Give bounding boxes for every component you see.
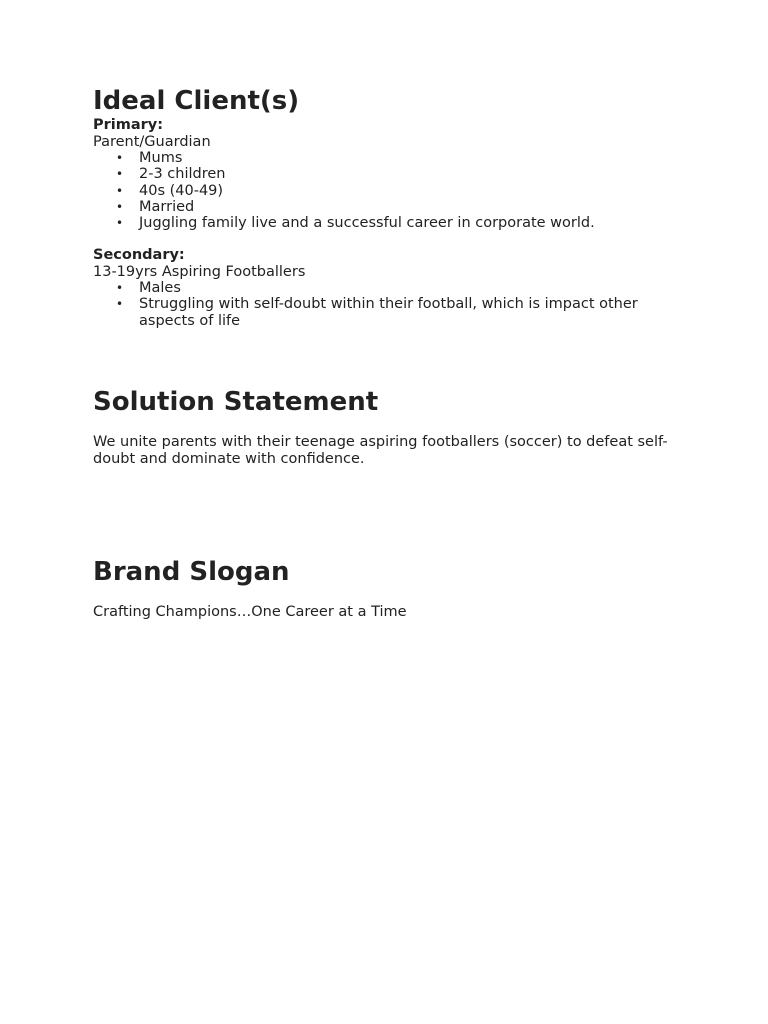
slogan-text: Crafting Champions…One Career at a Time bbox=[93, 604, 407, 620]
slogan-heading: Brand Slogan bbox=[93, 557, 290, 587]
solution-heading: Solution Statement bbox=[93, 387, 379, 417]
primary-list bbox=[93, 150, 595, 231]
list-item: • Struggling with self-doubt within their football, which is impact other aspects of life bbox=[116, 296, 638, 329]
list-item: • Males bbox=[116, 280, 181, 296]
list-item: • Married bbox=[116, 198, 195, 215]
primary-subtitle: Parent/Guardian bbox=[93, 134, 211, 150]
list-item: • 2-3 children bbox=[116, 166, 226, 183]
bullet-icon: • bbox=[116, 183, 124, 198]
secondary-label: Secondary: bbox=[93, 247, 185, 263]
secondary-subtitle: 13-19yrs Aspiring Footballers bbox=[93, 264, 306, 280]
solution-text: We unite parents with their teenage aspiring footballers (soccer) to defeat self-doubt and dominate with confidence. bbox=[93, 434, 668, 467]
list-item: • Juggling family live and a successful career in corporate world. bbox=[116, 215, 595, 232]
ideal-client-heading: Ideal Client(s) bbox=[93, 86, 300, 116]
bullet-icon: • bbox=[116, 199, 124, 214]
bullet-icon: • bbox=[116, 167, 124, 182]
primary-label: Primary: bbox=[93, 117, 164, 133]
secondary-list bbox=[93, 280, 668, 329]
bullet-icon: • bbox=[116, 151, 124, 165]
document-page bbox=[93, 0, 693, 1024]
bullet-icon: • bbox=[116, 281, 124, 295]
list-item: • Mums bbox=[116, 150, 183, 166]
bullet-icon: • bbox=[116, 216, 124, 231]
bullet-icon: • bbox=[116, 297, 124, 312]
list-item: • 40s (40-49) bbox=[116, 182, 224, 199]
